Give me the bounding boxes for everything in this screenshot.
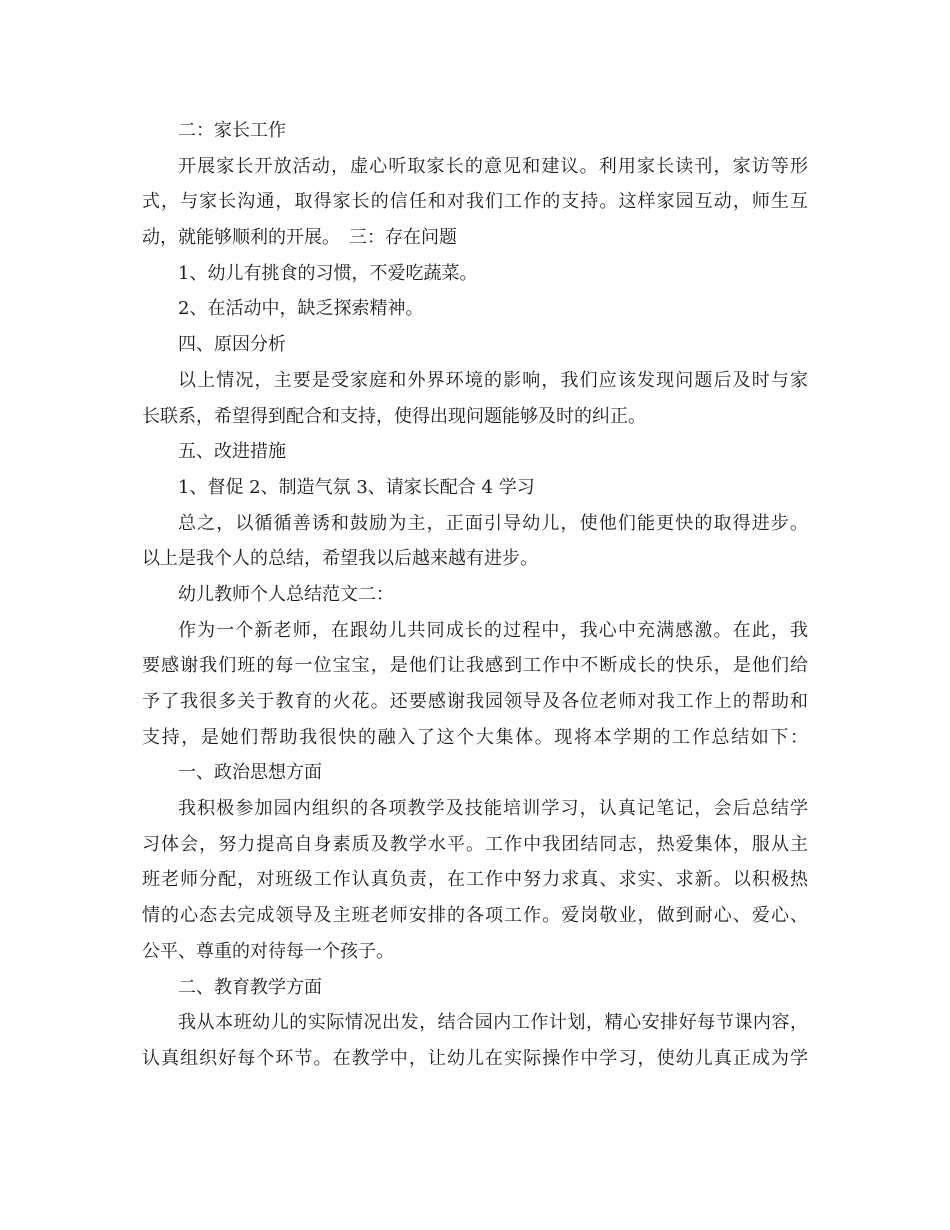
paragraph-line: 公平、尊重的对待每一个孩子。 bbox=[142, 940, 394, 962]
paragraph-line: 要感谢我们班的每一位宝宝，是他们让我感到工作中不断成长的快乐，是他们给 bbox=[142, 655, 808, 677]
paragraph-line: 我积极参加园内组织的各项教学及技能培训学习，认真记笔记，会后总结学 bbox=[178, 798, 808, 820]
paragraph-line: 动，就能够顺利的开展。 三：存在问题 bbox=[142, 227, 457, 249]
section-heading-political: 一、政治思想方面 bbox=[178, 762, 322, 784]
paragraph-line: 以上是我个人的总结，希望我以后越来越有进步。 bbox=[142, 548, 538, 570]
paragraph-line: 习体会，努力提高自身素质及教学水平。工作中我团结同志，热爱集体，服从主 bbox=[142, 833, 808, 855]
section-heading-improvement: 五、改进措施 bbox=[178, 441, 286, 463]
paragraph-line: 式，与家长沟通，取得家长的信任和对我们工作的支持。这样家园互动，师生互 bbox=[142, 191, 808, 213]
paragraph-line: 以上情况，主要是受家庭和外界环境的影响，我们应该发现问题后及时与家 bbox=[178, 369, 808, 391]
paragraph-line: 予了我很多关于教育的火花。还要感谢我园领导及各位老师对我工作上的帮助和 bbox=[142, 691, 808, 712]
section-heading-sample-two: 幼儿教师个人总结范文二： bbox=[178, 583, 394, 605]
paragraph-line: 情的心态去完成领导及主班老师安排的各项工作。爱岗敬业，做到耐心、爱心、 bbox=[142, 905, 808, 927]
paragraph-line: 长联系，希望得到配合和支持，使得出现问题能够及时的纠正。 bbox=[142, 405, 646, 427]
list-item: 1、幼儿有挑食的习惯，不爱吃蔬菜。 bbox=[178, 262, 478, 284]
list-item: 2、在活动中，缺乏探索精神。 bbox=[178, 298, 424, 320]
document-body bbox=[142, 113, 808, 1077]
list-item: 1、督促 2、制造气氛 3、请家长配合 4 学习 bbox=[178, 476, 535, 498]
paragraph-line: 作为一个新老师，在跟幼儿共同成长的过程中，我心中充满感激。在此，我 bbox=[178, 619, 808, 641]
paragraph-line: 支持，是她们帮助我很快的融入了这个大集体。现将本学期的工作总结如下： bbox=[142, 726, 808, 748]
paragraph-line: 认真组织好每个环节。在教学中，让幼儿在实际操作中学习，使幼儿真正成为学 bbox=[142, 1047, 808, 1069]
paragraph-line: 我从本班幼儿的实际情况出发，结合园内工作计划，精心安排好每节课内容， bbox=[178, 1012, 808, 1034]
paragraph-line: 总之，以循循善诱和鼓励为主，正面引导幼儿，使他们能更快的取得进步。 bbox=[178, 512, 808, 534]
paragraph-line: 班老师分配，对班级工作认真负责，在工作中努力求真、求实、求新。以积极热 bbox=[142, 869, 808, 891]
section-heading-cause-analysis: 四、原因分析 bbox=[178, 334, 286, 356]
paragraph-line: 开展家长开放活动，虚心听取家长的意见和建议。利用家长读刊，家访等形 bbox=[178, 155, 808, 177]
section-heading-parent-work: 二：家长工作 bbox=[178, 120, 286, 141]
section-heading-teaching: 二、教育教学方面 bbox=[178, 976, 322, 998]
